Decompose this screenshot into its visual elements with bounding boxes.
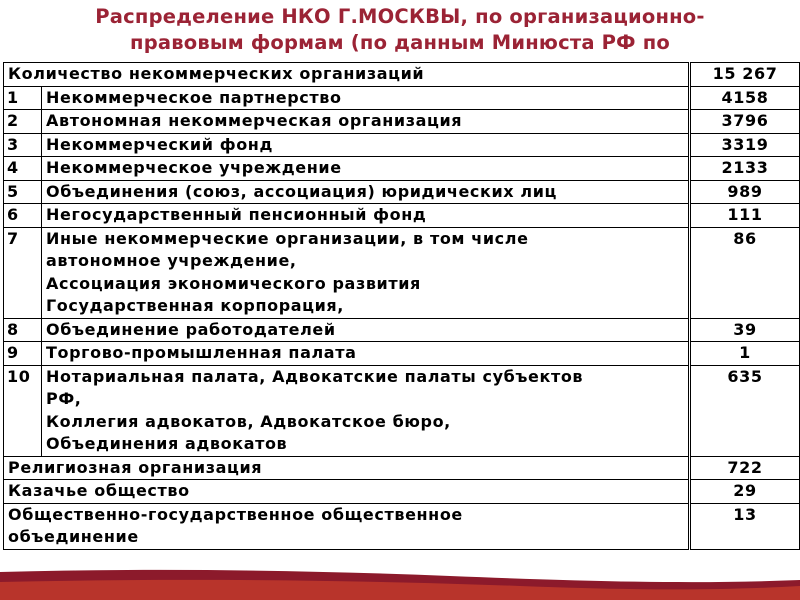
name-line: Некоммерческое партнерство bbox=[46, 87, 342, 107]
name-line: Ассоциация экономического развития bbox=[46, 273, 421, 293]
table-row bbox=[4, 456, 800, 480]
name-line: Негосударственный пенсионный фонд bbox=[46, 205, 427, 224]
name-line: Государственная корпорация, bbox=[46, 296, 344, 315]
table-body bbox=[4, 63, 800, 550]
organization-count: 722 bbox=[690, 456, 800, 480]
organization-name bbox=[4, 503, 690, 549]
name-line: Казачье общество bbox=[8, 481, 190, 500]
organization-name bbox=[4, 480, 690, 504]
table-row bbox=[4, 204, 800, 228]
name-line: Некоммерческое учреждение bbox=[46, 158, 342, 177]
organization-count: 4158 bbox=[690, 86, 800, 110]
organization-name bbox=[42, 110, 690, 134]
row-number: 2 bbox=[4, 110, 42, 134]
table-row bbox=[4, 133, 800, 157]
organization-name bbox=[42, 133, 690, 157]
table-row bbox=[4, 157, 800, 181]
table-row bbox=[4, 503, 800, 549]
slide-title bbox=[0, 4, 800, 56]
organization-count: 989 bbox=[690, 180, 800, 204]
name-line: Автономная некоммерческая организация bbox=[46, 111, 463, 130]
table-row bbox=[4, 86, 800, 110]
table-row bbox=[4, 227, 800, 318]
name-line: Некоммерческий фонд bbox=[46, 134, 273, 154]
name-line: РФ, bbox=[46, 389, 82, 408]
organization-count: 86 bbox=[690, 227, 800, 318]
name-line: Объединения адвокатов bbox=[46, 434, 288, 453]
table-row bbox=[4, 342, 800, 366]
table-row bbox=[4, 480, 800, 504]
table-row bbox=[4, 110, 800, 134]
nko-distribution-table bbox=[3, 62, 800, 550]
organization-count: 3319 bbox=[690, 133, 800, 157]
table-row bbox=[4, 365, 800, 456]
table-row-total bbox=[4, 63, 800, 87]
name-line: Торгово-промышленная палата bbox=[46, 343, 357, 362]
name-line: Иные некоммерческие организации, в том числе bbox=[46, 228, 529, 248]
row-number: 6 bbox=[4, 204, 42, 228]
organization-count: 2133 bbox=[690, 157, 800, 181]
organization-name bbox=[42, 157, 690, 181]
name-line: Религиозная организация bbox=[8, 457, 263, 477]
organization-count: 1 bbox=[690, 342, 800, 366]
name-line: Коллегия адвокатов, Адвокатское бюро, bbox=[46, 411, 451, 431]
row-number: 4 bbox=[4, 157, 42, 181]
row-number: 9 bbox=[4, 342, 42, 366]
row-number: 8 bbox=[4, 318, 42, 342]
slide-title-line-2: правовым формам (по данным Минюста РФ по bbox=[130, 31, 670, 54]
organization-count: 111 bbox=[690, 204, 800, 228]
name-line: автономное учреждение, bbox=[46, 251, 297, 270]
row-number: 5 bbox=[4, 180, 42, 204]
total-value: 15 267 bbox=[690, 63, 800, 87]
decorative-footer-wave bbox=[0, 566, 800, 600]
organization-name bbox=[42, 227, 690, 318]
organization-name bbox=[4, 456, 690, 480]
organization-name bbox=[42, 342, 690, 366]
name-line: Нотариальная палата, Адвокатские палаты субъектов bbox=[46, 366, 584, 386]
row-number: 3 bbox=[4, 133, 42, 157]
name-line: объединение bbox=[8, 527, 139, 546]
organization-count: 13 bbox=[690, 503, 800, 549]
organization-name bbox=[42, 86, 690, 110]
name-line: Объединение работодателей bbox=[46, 319, 336, 339]
total-label: Количество некоммерческих организаций bbox=[4, 63, 690, 87]
organization-name bbox=[42, 318, 690, 342]
table-row bbox=[4, 180, 800, 204]
organization-name bbox=[42, 204, 690, 228]
row-number: 1 bbox=[4, 86, 42, 110]
table-row bbox=[4, 318, 800, 342]
row-number: 7 bbox=[4, 227, 42, 318]
name-line: Общественно-государственное общественное bbox=[8, 504, 463, 524]
row-number: 10 bbox=[4, 365, 42, 456]
organization-name bbox=[42, 365, 690, 456]
organization-count: 29 bbox=[690, 480, 800, 504]
name-line: Объединения (союз, ассоциация) юридических лиц bbox=[46, 181, 557, 201]
organization-count: 3796 bbox=[690, 110, 800, 134]
slide-title-line-1: Распределение НКО Г.МОСКВЫ, по организационно- bbox=[95, 5, 705, 28]
organization-count: 39 bbox=[690, 318, 800, 342]
organization-name bbox=[42, 180, 690, 204]
organization-count: 635 bbox=[690, 365, 800, 456]
